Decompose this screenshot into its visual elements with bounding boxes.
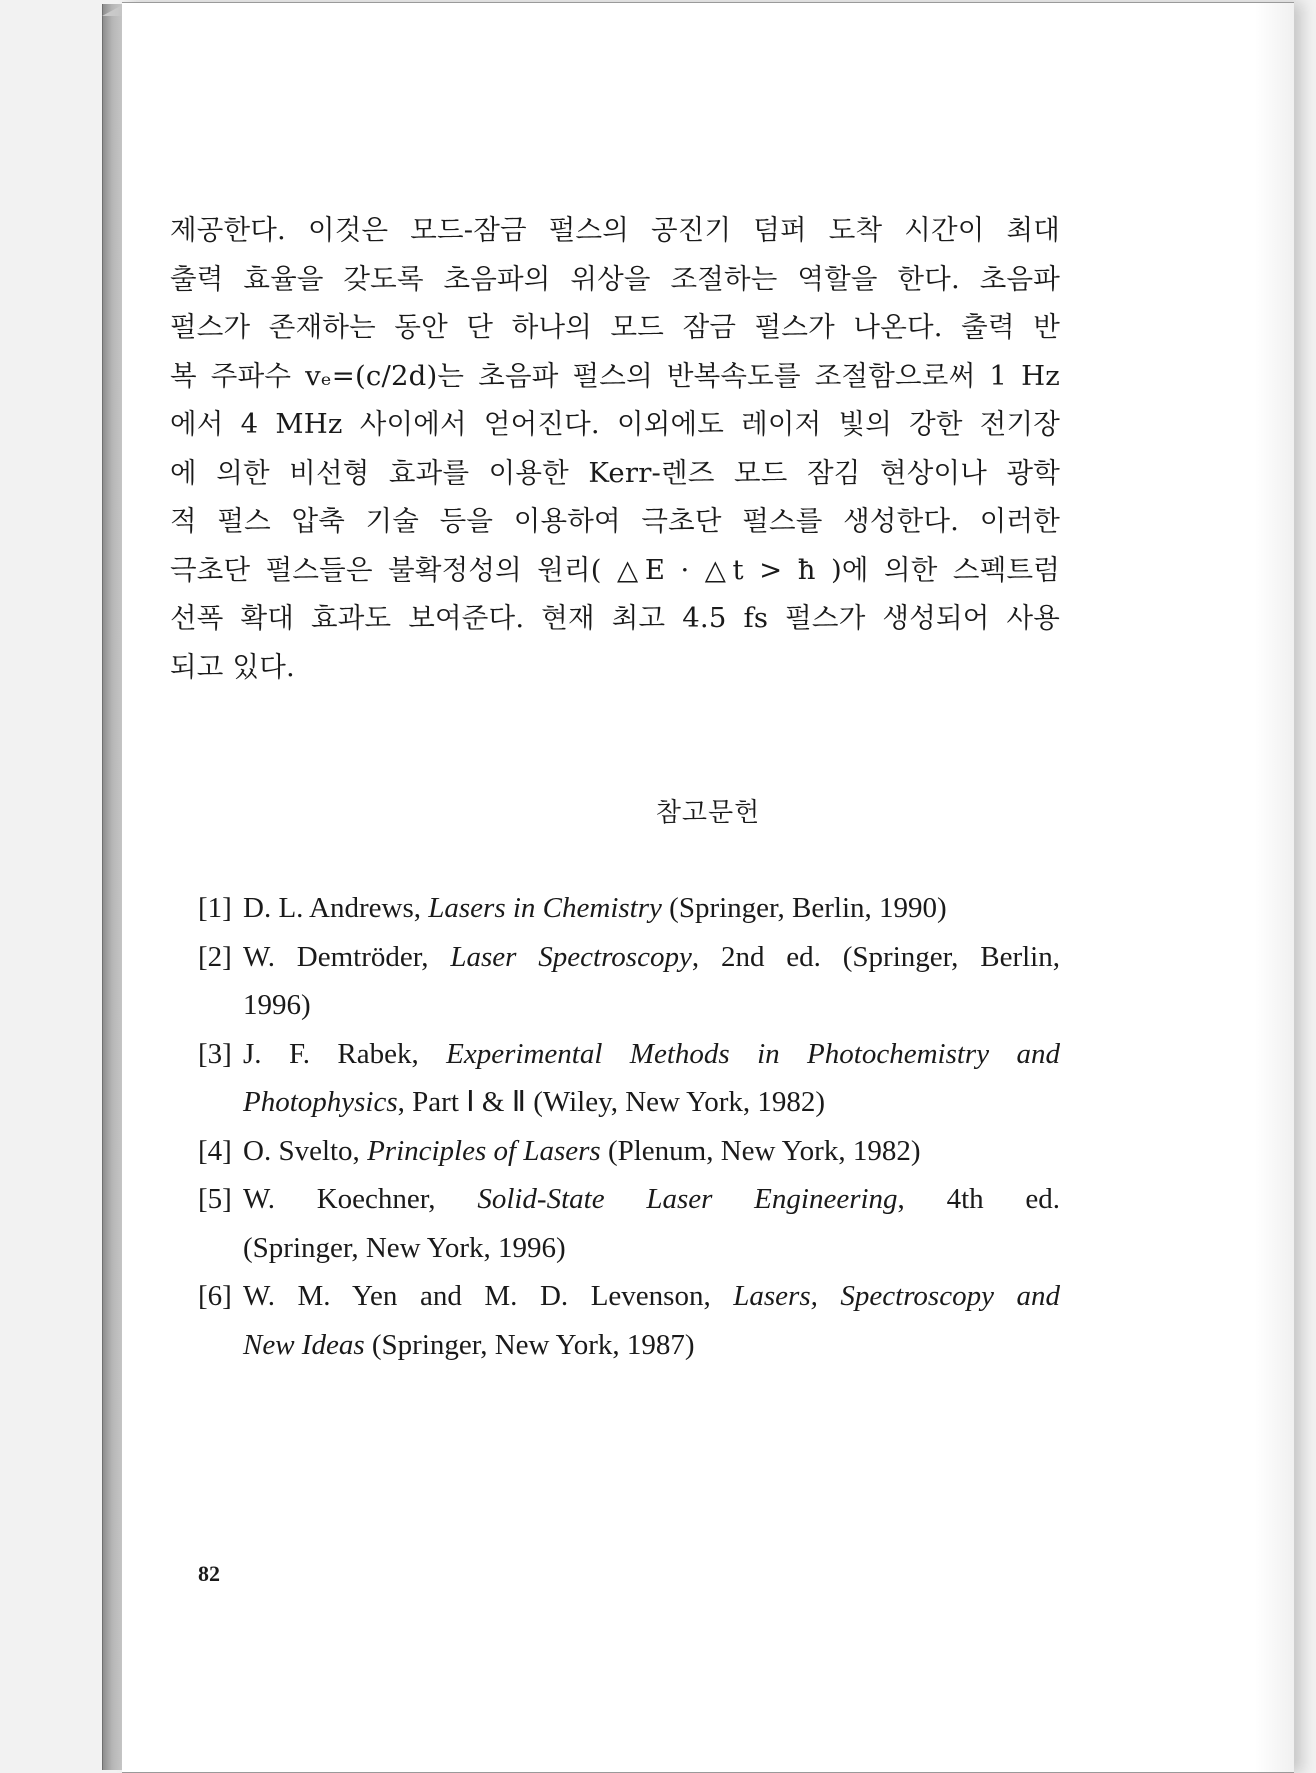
paragraph-line: 선폭 확대 효과도 보여준다. 현재 최고 4.5 fs 펄스가 생성되어 사용 xyxy=(170,602,1060,634)
reference-text-segment: W. Demtröder, xyxy=(243,940,451,973)
reference-text xyxy=(243,1030,1060,1127)
reference-title: Principles of Lasers xyxy=(367,1134,601,1167)
reference-text-segment: W. M. Yen and M. D. Levenson, xyxy=(243,1280,734,1312)
reference-text-segment: J. F. Rabek, xyxy=(243,1037,447,1070)
reference-line xyxy=(243,1127,1060,1176)
reference-item xyxy=(198,1272,1060,1369)
reference-line xyxy=(243,1321,1060,1370)
reference-text-segment: (Springer, New York, 1987) xyxy=(364,1328,695,1361)
paragraph-line: 펄스가 존재하는 동안 단 하나의 모드 잠금 펄스가 나온다. 출력 반 xyxy=(170,311,1060,343)
reference-text-segment: (Springer, Berlin, 1990) xyxy=(661,892,947,924)
page-number: 82 xyxy=(198,1561,220,1586)
reference-title: Laser Spectroscopy xyxy=(450,940,692,973)
reference-number: [4] xyxy=(198,1134,232,1167)
reference-line xyxy=(243,933,1060,982)
paragraph-line: 복 주파수 vₑ=(c/2d)는 초음파 펄스의 반복속도를 조절함으로써 1 Hz xyxy=(170,359,1060,392)
reference-number: [3] xyxy=(198,1037,232,1070)
reference-number: [6] xyxy=(198,1280,232,1312)
reference-text xyxy=(243,1127,1060,1176)
reference-text-segment: W. Koechner, xyxy=(243,1183,478,1215)
paragraph-line: 에서 4 MHz 사이에서 얻어진다. 이외에도 레이저 빛의 강한 전기장 xyxy=(170,408,1060,440)
paragraph-line: 에 의한 비선형 효과를 이용한 Kerr-렌즈 모드 잠김 현상이나 광학 xyxy=(170,456,1060,489)
reference-number: [2] xyxy=(198,940,232,973)
reference-title: Photophysics xyxy=(243,1086,398,1118)
reference-title: Lasers, Spectroscopy and xyxy=(733,1280,1060,1312)
reference-number: [1] xyxy=(198,892,232,924)
reference-text-segment: , Part Ⅰ & Ⅱ (Wiley, New York, 1982) xyxy=(397,1086,826,1118)
reference-item xyxy=(198,933,1060,1030)
reference-line xyxy=(243,1175,1060,1224)
reference-line xyxy=(243,1224,1060,1273)
reference-line xyxy=(243,1030,1060,1079)
reference-item xyxy=(198,1030,1060,1127)
body-paragraph xyxy=(170,206,1060,691)
reference-line xyxy=(243,1078,1060,1127)
reference-title: Solid-State Laser Engineering xyxy=(477,1183,898,1215)
paragraph-line: 극초단 펄스들은 불확정성의 원리( △E · △t > ħ )에 의한 스펙트럼 xyxy=(170,553,1060,586)
references-heading: 참고문헌 xyxy=(655,798,761,828)
reference-text xyxy=(243,933,1060,1030)
references-list xyxy=(198,884,1060,1369)
reference-line xyxy=(243,884,1060,933)
reference-text xyxy=(243,1175,1060,1272)
paragraph-line: 제공한다. 이것은 모드-잠금 펄스의 공진기 덤퍼 도착 시간이 최대 xyxy=(170,214,1060,246)
reference-text xyxy=(243,884,1060,933)
reference-text-segment: O. Svelto, xyxy=(243,1134,368,1167)
reference-text-segment: D. L. Andrews, xyxy=(243,892,429,924)
paragraph-line: 적 펄스 압축 기술 등을 이용하여 극초단 펄스를 생성한다. 이러한 xyxy=(170,505,1060,537)
reference-title: Experimental Methods in Photochemistry and xyxy=(446,1037,1060,1070)
paragraph-line: 되고 있다. xyxy=(170,650,295,683)
paragraph-line: 출력 효율을 갖도록 초음파의 위상을 조절하는 역할을 한다. 초음파 xyxy=(170,262,1060,295)
reference-number: [5] xyxy=(198,1183,232,1215)
reference-text xyxy=(243,1272,1060,1369)
reference-item xyxy=(198,1127,1060,1176)
reference-title: New Ideas xyxy=(243,1328,365,1361)
reference-text-segment: (Springer, New York, 1996) xyxy=(243,1231,566,1264)
reference-text-segment: , 2nd ed. (Springer, Berlin, xyxy=(691,940,1060,973)
reference-text-segment: , 4th ed. xyxy=(897,1183,1061,1215)
reference-item xyxy=(198,1175,1060,1272)
reference-line xyxy=(243,981,1060,1030)
reference-item xyxy=(198,884,1060,933)
reference-title: Lasers in Chemistry xyxy=(428,892,662,924)
reference-line xyxy=(243,1272,1060,1321)
reference-text-segment: (Plenum, New York, 1982) xyxy=(600,1134,921,1167)
reference-text-segment: 1996) xyxy=(243,989,311,1021)
